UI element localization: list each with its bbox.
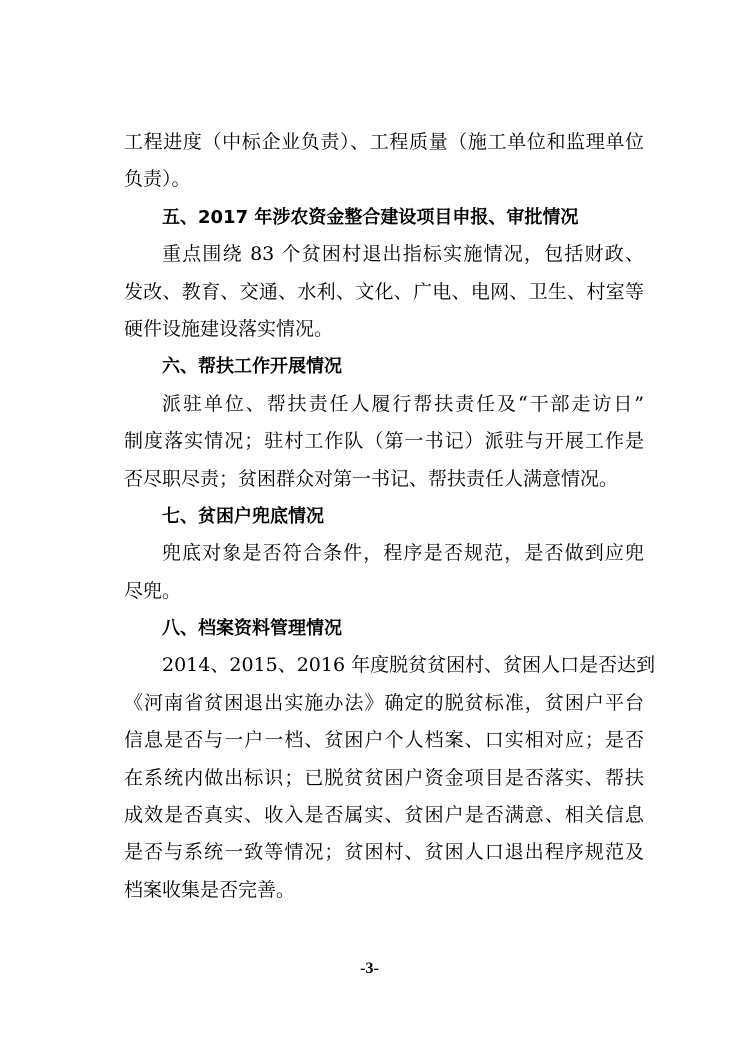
body-line: 负责）。 (124, 168, 191, 191)
body-line: 硬件设施建设落实情况。 (124, 317, 334, 340)
body-line: 成效是否真实、收入是否属实、贫困户是否满意、相关信息 (124, 804, 644, 827)
body-line: 发改、教育、交通、水利、文化、广电、电网、卫生、村室等 (124, 280, 644, 303)
body-line: 是否与系统一致等情况；贫困村、贫困人口退出程序规范及 (124, 841, 644, 864)
section-heading-5: 五、2017 年涉农资金整合建设项目申报、审批情况 (162, 206, 579, 228)
body-line: 制度落实情况；驻村工作队（第一书记）派驻与开展工作是 (124, 430, 644, 453)
body-line: 重点围绕 83 个贫困村退出指标实施情况，包括财政、 (162, 243, 644, 266)
body-line: 派驻单位、帮扶责任人履行帮扶责任及“干部走访日” (162, 392, 644, 415)
body-line: 否尽职尽责；贫困群众对第一书记、帮扶责任人满意情况。 (124, 467, 619, 490)
section-heading-6: 六、帮扶工作开展情况 (162, 356, 342, 378)
body-line: 兜底对象是否符合条件，程序是否规范，是否做到应兜 (162, 542, 644, 565)
body-line: 信息是否与一户一档、贫困户个人档案、口实相对应；是否 (124, 729, 644, 752)
document-body (124, 124, 656, 909)
page-number: -3- (360, 960, 379, 977)
body-line: 工程进度（中标企业负责）、工程质量（施工单位和监理单位 (124, 131, 644, 153)
section-heading-7: 七、贫困户兜底情况 (162, 505, 324, 527)
section-heading-8: 八、档案资料管理情况 (162, 618, 342, 640)
body-line: 《河南省贫困退出实施办法》确定的脱贫标准，贫困户平台 (124, 691, 644, 714)
body-line: 档案收集是否完善。 (124, 878, 296, 901)
body-line: 在系统内做出标识；已脱贫贫困户资金项目是否落实、帮扶 (124, 766, 644, 789)
body-line: 尽兜。 (124, 579, 182, 602)
body-line: 2014、2015、2016 年度脱贫贫困村、贫困人口是否达到 (162, 654, 656, 677)
